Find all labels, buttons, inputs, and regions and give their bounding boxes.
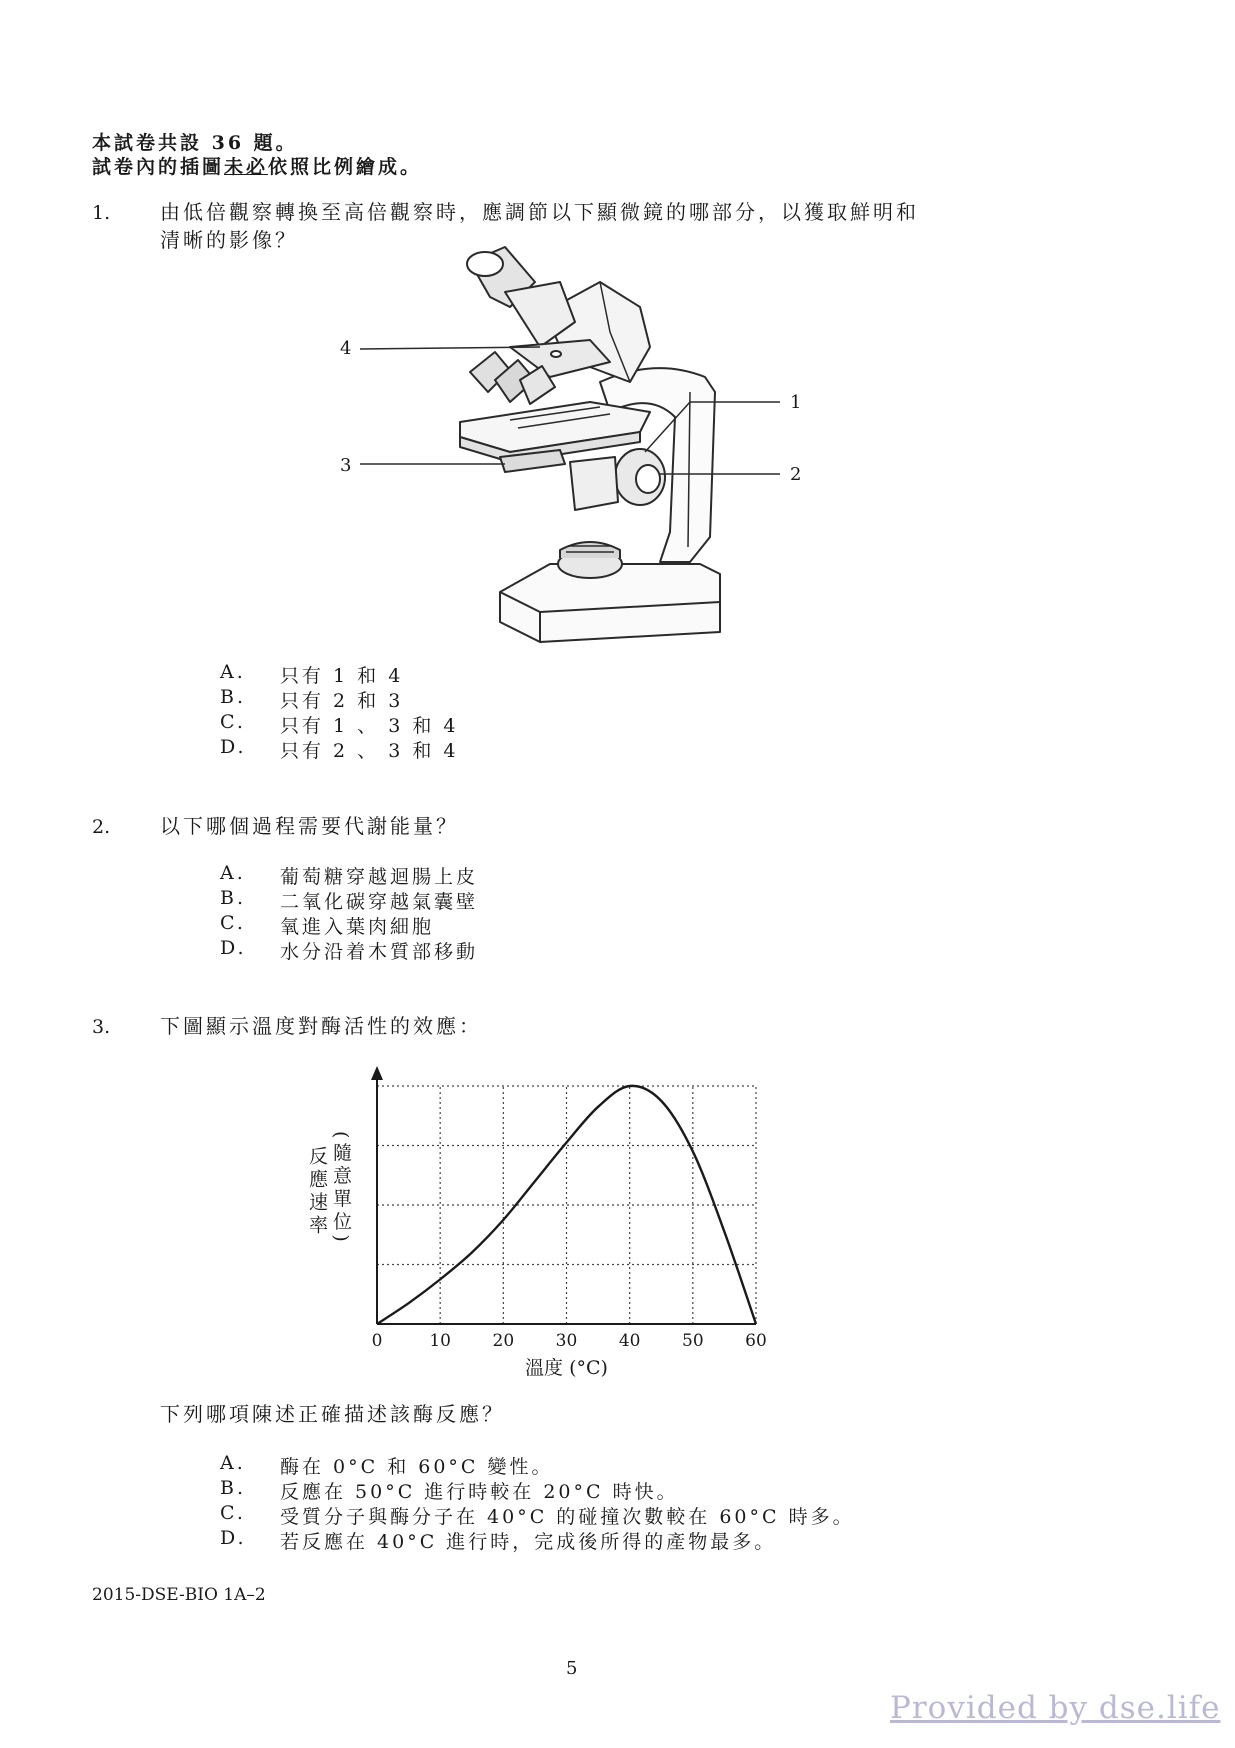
q3-option-a-text: 酶在 0°C 和 60°C 變性。 — [280, 1456, 554, 1478]
chart-y-axis-sublabel: (隨意單位) — [330, 1131, 352, 1246]
q3-option-a-letter: A. — [220, 1452, 246, 1474]
label-1: 1 — [790, 392, 802, 413]
q1-option-b-text: 只有 2 和 3 — [280, 690, 404, 712]
x-tick-label-20: 20 — [492, 1331, 515, 1351]
instruction-text-underlined: 未必 — [224, 156, 269, 178]
q2-option-a-letter: A. — [220, 862, 246, 884]
q1-option-d-text: 只有 2 、 3 和 4 — [280, 740, 459, 762]
instruction-text-post: 依照比例繪成。 — [268, 156, 423, 178]
x-tick-label-30: 30 — [555, 1331, 578, 1351]
watermark: Provided by dse.life — [890, 1690, 1221, 1726]
label-3: 3 — [340, 455, 352, 476]
paper-code: 2015-DSE-BIO 1A–2 — [92, 1585, 266, 1605]
y-axis-arrowhead — [371, 1066, 383, 1080]
question-3-stem: 下圖顯示溫度對酶活性的效應： — [160, 1014, 482, 1038]
label-4: 4 — [340, 338, 352, 359]
question-1-number: 1. — [92, 202, 111, 224]
q1-option-d-letter: D. — [220, 736, 247, 758]
q3-option-c-letter: C. — [220, 1502, 246, 1524]
q2-option-b-text: 二氧化碳穿越氣囊壁 — [280, 891, 479, 913]
page-number: 5 — [566, 1658, 578, 1679]
paper-instruction-count: 本試卷共設 36 題。 — [92, 132, 298, 154]
q1-option-c-letter: C. — [220, 711, 246, 733]
microscope-diagram — [340, 252, 880, 652]
q2-option-d-text: 水分沿着木質部移動 — [280, 941, 479, 963]
q2-option-a-text: 葡萄糖穿越迴腸上皮 — [280, 866, 479, 888]
x-tick-label-10: 10 — [429, 1331, 451, 1351]
x-tick-label-50: 50 — [682, 1331, 704, 1351]
chart-x-axis-label: 溫度 (°C) — [525, 1357, 608, 1379]
question-3-number: 3. — [92, 1016, 111, 1038]
q2-option-d-letter: D. — [220, 937, 247, 959]
chart-y-axis-label: 反應速率 — [306, 1146, 328, 1238]
q3-option-d-text: 若反應在 40°C 進行時，完成後所得的產物最多。 — [280, 1531, 777, 1553]
q1-option-b-letter: B. — [220, 686, 247, 708]
q1-option-c-text: 只有 1 、 3 和 4 — [280, 715, 459, 737]
q3-option-b-text: 反應在 50°C 進行時較在 20°C 時快。 — [280, 1481, 679, 1503]
x-tick-label-60: 60 — [745, 1331, 767, 1351]
question-2-number: 2. — [92, 816, 111, 838]
paper-instruction-scale — [92, 152, 422, 179]
q3-option-b-letter: B. — [220, 1477, 247, 1499]
q2-option-b-letter: B. — [220, 887, 247, 909]
chart-axes — [371, 1066, 756, 1324]
x-tick-label-0: 0 — [371, 1331, 383, 1351]
q2-option-c-text: 氧進入葉肉細胞 — [280, 916, 435, 938]
question-1-stem-line1: 由低倍觀察轉換至高倍觀察時，應調節以下顯微鏡的哪部分，以獲取鮮明和 — [160, 200, 919, 224]
label-2: 2 — [790, 464, 802, 485]
q2-option-c-letter: C. — [220, 912, 246, 934]
fine-adjustment-knob — [636, 465, 660, 493]
question-1-stem-line2: 清晰的影像？ — [160, 228, 298, 252]
instruction-text-pre: 試卷內的插圖 — [92, 156, 225, 178]
q3-option-c-text: 受質分子與酶分子在 40°C 的碰撞次數較在 60°C 時多。 — [280, 1506, 855, 1528]
chart-tick-labels — [372, 1331, 767, 1351]
q3-option-d-letter: D. — [220, 1527, 247, 1549]
q1-option-a-letter: A. — [220, 661, 246, 683]
q1-option-a-text: 只有 1 和 4 — [280, 665, 404, 687]
enzyme-activity-chart — [295, 1060, 795, 1380]
x-tick-label-40: 40 — [618, 1331, 641, 1351]
question-2-stem: 以下哪個過程需要代謝能量？ — [160, 814, 459, 838]
question-1-stem — [160, 198, 919, 254]
question-3-prompt: 下列哪項陳述正確描述該酶反應？ — [160, 1402, 505, 1426]
chart-grid — [377, 1086, 756, 1324]
